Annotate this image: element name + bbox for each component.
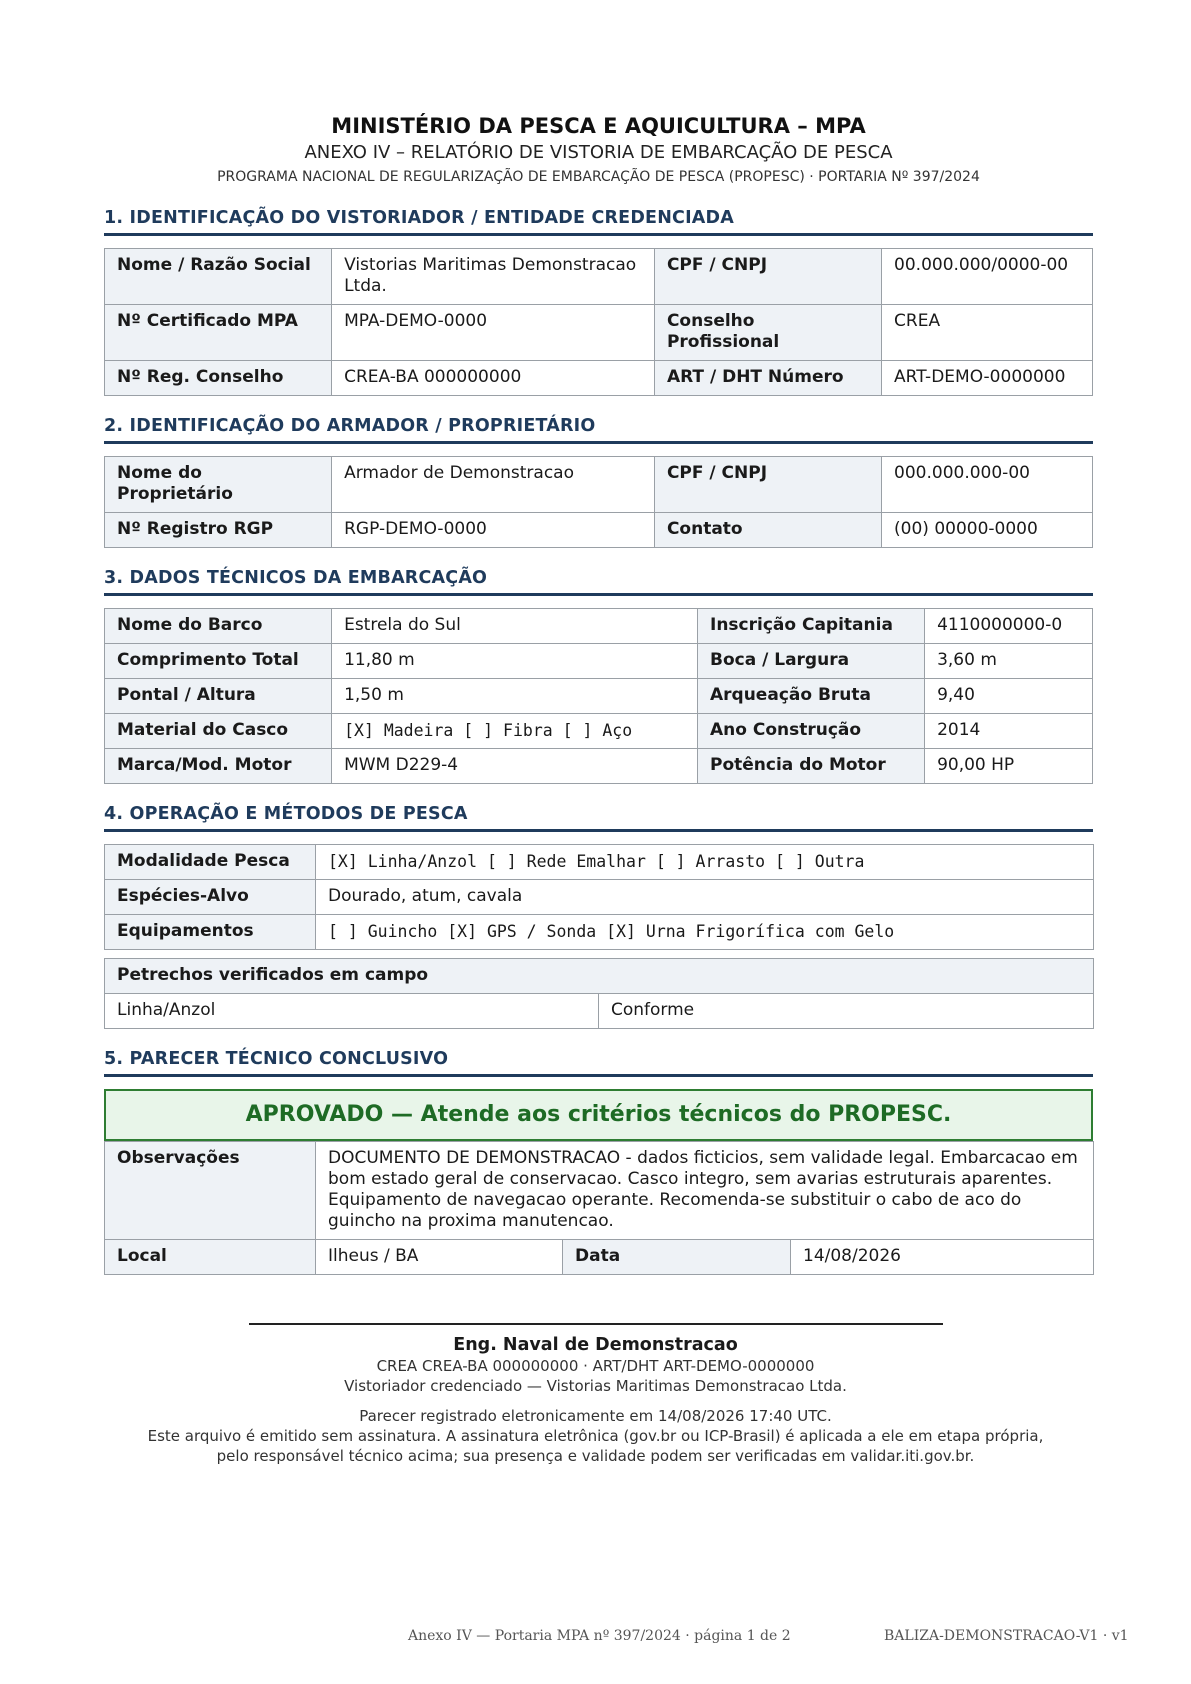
- table-row: [105, 915, 1094, 950]
- owner-table: [104, 456, 1093, 548]
- field-label: Nome / Razão Social: [105, 249, 332, 305]
- field-value: 1,50 m: [332, 679, 698, 714]
- field-label: Ano Construção: [698, 714, 925, 749]
- table-row: [105, 513, 1093, 548]
- table-row: [105, 1142, 1094, 1240]
- table-header-row: [105, 959, 1094, 994]
- section-2-title: 2. IDENTIFICAÇÃO DO ARMADOR / PROPRIETÁRIO: [104, 416, 1093, 444]
- ministry-title: MINISTÉRIO DA PESCA E AQUICULTURA – MPA: [331, 114, 866, 138]
- field-label: Nº Registro RGP: [105, 513, 332, 548]
- hull-material-checkboxes: [X] Madeira [ ] Fibra [ ] Aço: [332, 714, 698, 749]
- signer-name: Eng. Naval de Demonstracao: [453, 1335, 738, 1355]
- section-3-title: 3. DADOS TÉCNICOS DA EMBARCAÇÃO: [104, 568, 1093, 596]
- field-label: ART / DHT Número: [654, 361, 881, 396]
- field-label: Data: [563, 1240, 791, 1275]
- gear-status: Conforme: [599, 994, 1094, 1029]
- field-value: ART-DEMO-0000000: [882, 361, 1093, 396]
- page-footer-right: BALIZA-DEMONSTRACAO-V1 · v1: [884, 1628, 1129, 1644]
- field-value: Dourado, atum, cavala: [316, 880, 1094, 915]
- field-label: CPF / CNPJ: [654, 249, 881, 305]
- table-row: [105, 749, 1093, 784]
- gear-verified-title: Petrechos verificados em campo: [105, 959, 1094, 994]
- field-value: 9,40: [925, 679, 1093, 714]
- operation-table: [104, 844, 1094, 950]
- observations-text: DOCUMENTO DE DEMONSTRACAO - dados ficticios, sem validade legal. Embarcacao em bom estado geral de conservacao. Casco integro, sem avarias estruturais aparentes. Equipamento de navegacao operante. Recomenda-se substituir o cabo de aco do guincho na proxima manutencao.: [316, 1142, 1094, 1240]
- document-page: [104, 112, 1093, 1275]
- signature-note-line-2: pelo responsável técnico acima; sua presença e validade podem ser verificadas em validar.iti.gov.br.: [216, 1447, 975, 1465]
- field-value: 4110000000-0: [925, 609, 1093, 644]
- table-row: [105, 644, 1093, 679]
- field-value: MWM D229-4: [332, 749, 698, 784]
- program-line: PROGRAMA NACIONAL DE REGULARIZAÇÃO DE EMBARCAÇÃO DE PESCA (PROPESC) · PORTARIA Nº 397/2024: [217, 169, 980, 185]
- field-value: Armador de Demonstracao: [332, 457, 655, 513]
- field-label: Equipamentos: [105, 915, 316, 950]
- section-1-title: 1. IDENTIFICAÇÃO DO VISTORIADOR / ENTIDADE CREDENCIADA: [104, 208, 1093, 236]
- table-row: [105, 1240, 1094, 1275]
- signer-registration: CREA CREA-BA 000000000 · ART/DHT ART-DEMO-0000000: [376, 1357, 815, 1375]
- field-value: 90,00 HP: [925, 749, 1093, 784]
- field-label: Inscrição Capitania: [698, 609, 925, 644]
- field-label: Nome do Barco: [105, 609, 332, 644]
- field-label: Potência do Motor: [698, 749, 925, 784]
- field-value: Estrela do Sul: [332, 609, 698, 644]
- field-label: Comprimento Total: [105, 644, 332, 679]
- section-4-title: 4. OPERAÇÃO E MÉTODOS DE PESCA: [104, 804, 1093, 832]
- field-value: CREA: [882, 305, 1093, 361]
- field-value: MPA-DEMO-0000: [332, 305, 655, 361]
- field-label: Material do Casco: [105, 714, 332, 749]
- field-value: Vistorias Maritimas Demonstracao Ltda.: [332, 249, 655, 305]
- table-row: [105, 609, 1093, 644]
- table-row: [105, 714, 1093, 749]
- field-value: RGP-DEMO-0000: [332, 513, 655, 548]
- field-value: 000.000.000-00: [882, 457, 1093, 513]
- date-value: 14/08/2026: [791, 1240, 1094, 1275]
- field-value: (00) 00000-0000: [882, 513, 1093, 548]
- table-row: [105, 679, 1093, 714]
- field-label: Conselho Profissional: [654, 305, 881, 361]
- field-label: Boca / Largura: [698, 644, 925, 679]
- field-label: Nº Reg. Conselho: [105, 361, 332, 396]
- gear-verified-table: [104, 958, 1094, 1029]
- location-value: Ilheus / BA: [316, 1240, 563, 1275]
- document-header: [104, 112, 1093, 188]
- field-label: Local: [105, 1240, 316, 1275]
- field-value: 3,60 m: [925, 644, 1093, 679]
- registration-timestamp: Parecer registrado eletronicamente em 14/08/2026 17:40 UTC.: [359, 1407, 832, 1425]
- field-label: Modalidade Pesca: [105, 845, 316, 880]
- inspector-table: [104, 248, 1093, 396]
- section-5-title: 5. PARECER TÉCNICO CONCLUSIVO: [104, 1049, 1093, 1077]
- table-row: [105, 457, 1093, 513]
- field-value: 00.000.000/0000-00: [882, 249, 1093, 305]
- field-label: Nome do Proprietário: [105, 457, 332, 513]
- page-footer-left: Anexo IV — Portaria MPA nº 397/2024 · página 1 de 2: [408, 1628, 791, 1644]
- signature-note-line-1: Este arquivo é emitido sem assinatura. A assinatura eletrônica (gov.br ou ICP-Brasil) é aplicada a ele em etapa própria,: [147, 1427, 1044, 1445]
- table-row: [105, 845, 1094, 880]
- fishing-mode-checkboxes: [X] Linha/Anzol [ ] Rede Emalhar [ ] Arrasto [ ] Outra: [316, 845, 1094, 880]
- field-label: Arqueação Bruta: [698, 679, 925, 714]
- equipment-checkboxes: [ ] Guincho [X] GPS / Sonda [X] Urna Frigorífica com Gelo: [316, 915, 1094, 950]
- field-value: CREA-BA 000000000: [332, 361, 655, 396]
- table-row: [105, 880, 1094, 915]
- field-label: CPF / CNPJ: [654, 457, 881, 513]
- conclusion-table: [104, 1141, 1094, 1275]
- field-value: 11,80 m: [332, 644, 698, 679]
- field-value: 2014: [925, 714, 1093, 749]
- table-row: [105, 249, 1093, 305]
- field-label: Espécies-Alvo: [105, 880, 316, 915]
- table-row: [105, 361, 1093, 396]
- signature-line: [249, 1323, 943, 1325]
- approval-verdict-banner: APROVADO — Atende aos critérios técnicos do PROPESC.: [104, 1089, 1093, 1141]
- field-label: Marca/Mod. Motor: [105, 749, 332, 784]
- table-row: [105, 305, 1093, 361]
- annex-subtitle: ANEXO IV – RELATÓRIO DE VISTORIA DE EMBARCAÇÃO DE PESCA: [304, 142, 893, 163]
- field-label: Pontal / Altura: [105, 679, 332, 714]
- field-label: Observações: [105, 1142, 316, 1240]
- gear-item: Linha/Anzol: [105, 994, 599, 1029]
- vessel-table: [104, 608, 1093, 784]
- signer-role: Vistoriador credenciado — Vistorias Maritimas Demonstracao Ltda.: [344, 1377, 847, 1395]
- field-label: Contato: [654, 513, 881, 548]
- field-label: Nº Certificado MPA: [105, 305, 332, 361]
- signature-block: [0, 1323, 1191, 1466]
- table-row: [105, 994, 1094, 1029]
